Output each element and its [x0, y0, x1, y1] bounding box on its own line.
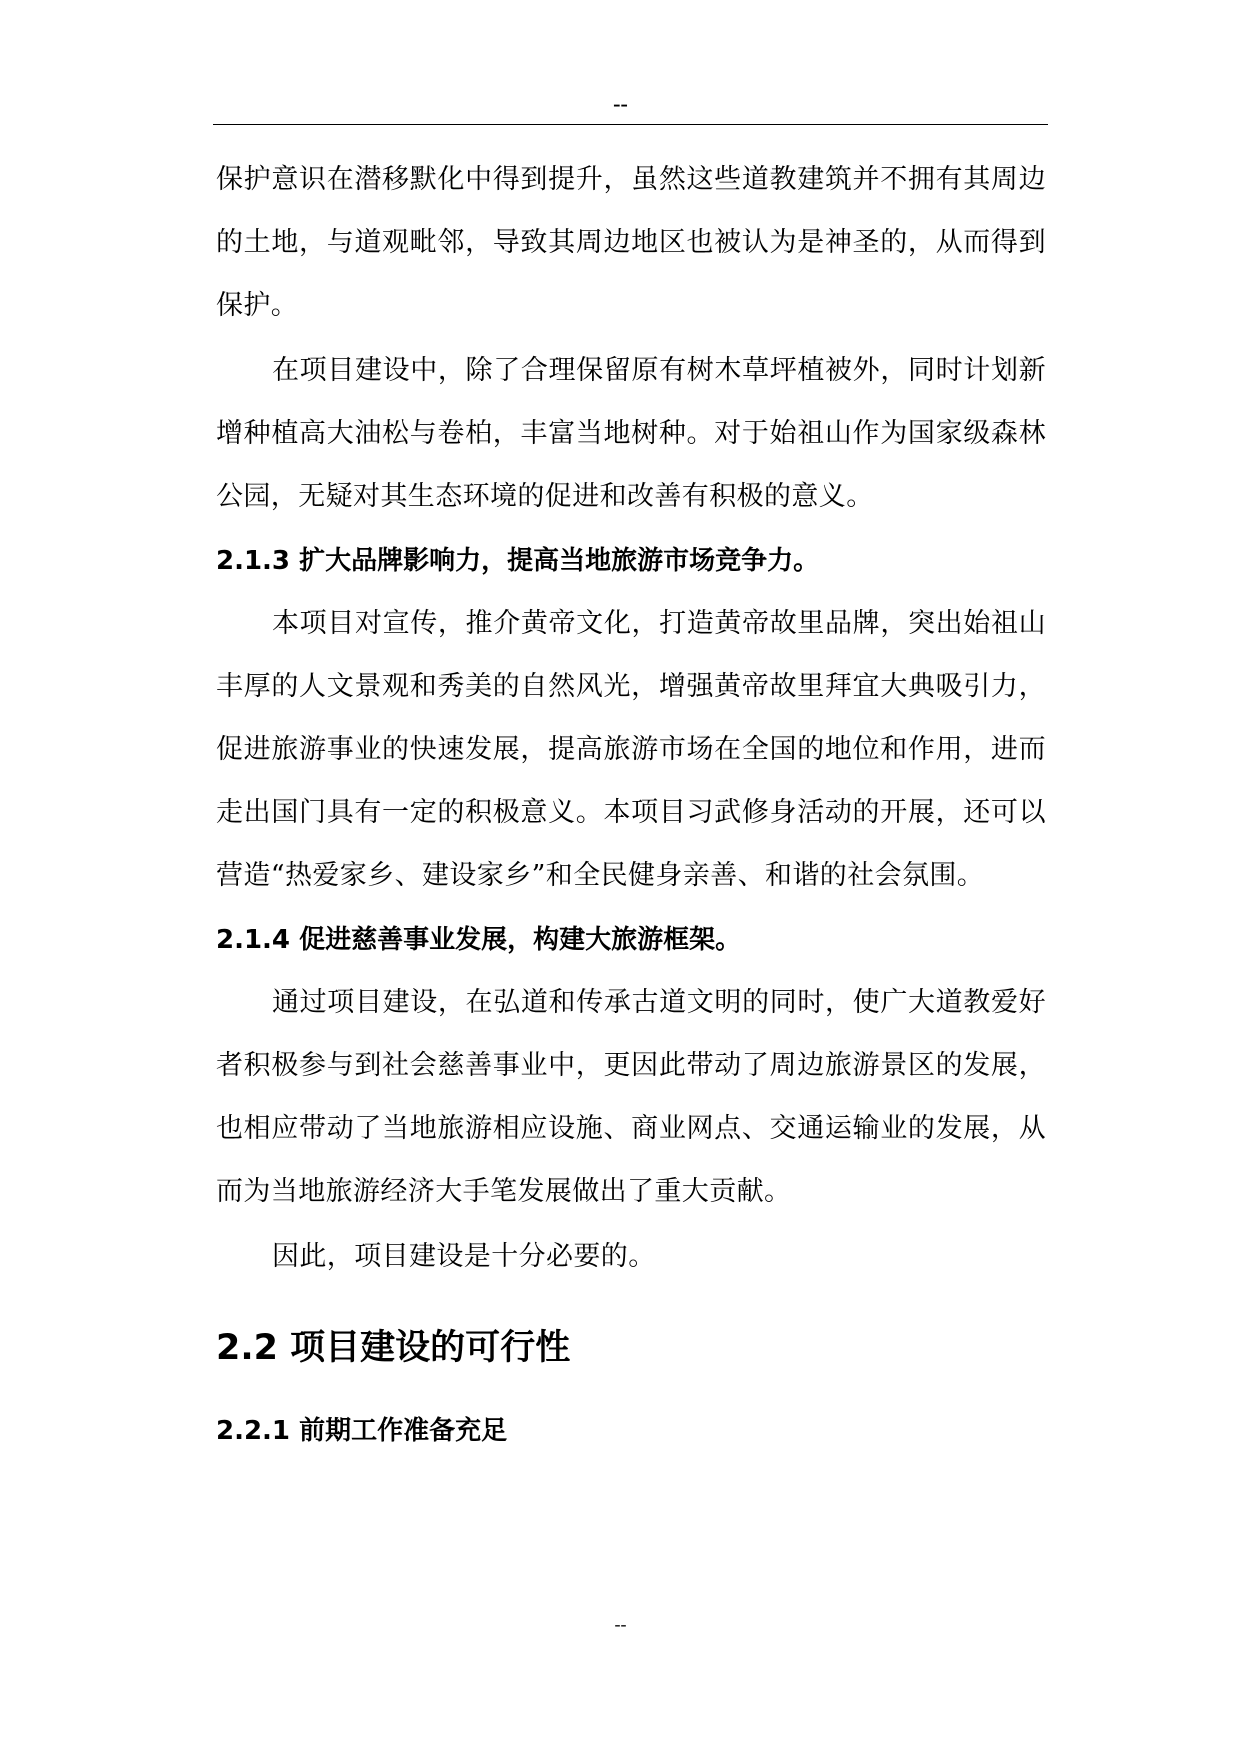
paragraph-conclusion: 因此，项目建设是十分必要的。: [272, 1241, 656, 1272]
section-heading-2-1-4: 2.1.4 促进慈善事业发展，构建大旅游框架。: [216, 925, 742, 955]
page-footer-mark: --: [614, 1614, 627, 1634]
paragraph-planting: 在项目建设中，除了合理保留原有树木草坪植被外，同时计划新增种植高大油松与卷柏，丰富当地树种。对于始祖山作为国家级森林公园，无疑对其生态环境的促进和改善有积极的意义。: [216, 355, 1046, 512]
section-heading-2-2: 2.2 项目建设的可行性: [216, 1328, 571, 1368]
header-divider: [213, 124, 1048, 125]
paragraph-protection: 保护意识在潜移默化中得到提升，虽然这些道教建筑并不拥有其周边的土地，与道观毗邻，导致其周边地区也被认为是神圣的，从而得到保护。: [216, 164, 1046, 321]
document-body: [216, 148, 1046, 1462]
section-heading-2-2-1: 2.2.1 前期工作准备充足: [216, 1416, 508, 1446]
paragraph-charity: 通过项目建设，在弘道和传承古道文明的同时，使广大道教爱好者积极参与到社会慈善事业中，更因此带动了周边旅游景区的发展，也相应带动了当地旅游相应设施、商业网点、交通运输业的发展，从而为当地旅游经济大手笔发展做出了重大贡献。: [216, 987, 1046, 1207]
section-heading-2-1-3: 2.1.3 扩大品牌影响力，提高当地旅游市场竞争力。: [216, 546, 820, 576]
paragraph-brand: 本项目对宣传，推介黄帝文化，打造黄帝故里品牌，突出始祖山丰厚的人文景观和秀美的自然风光，增强黄帝故里拜宜大典吸引力，促进旅游事业的快速发展，提高旅游市场在全国的地位和作用，进而走出国门具有一定的积极意义。本项目习武修身活动的开展，还可以营造“热爱家乡、建设家乡”和全民健身亲善、和谐的社会氛围。: [216, 608, 1046, 891]
page-header-mark: --: [613, 91, 628, 116]
